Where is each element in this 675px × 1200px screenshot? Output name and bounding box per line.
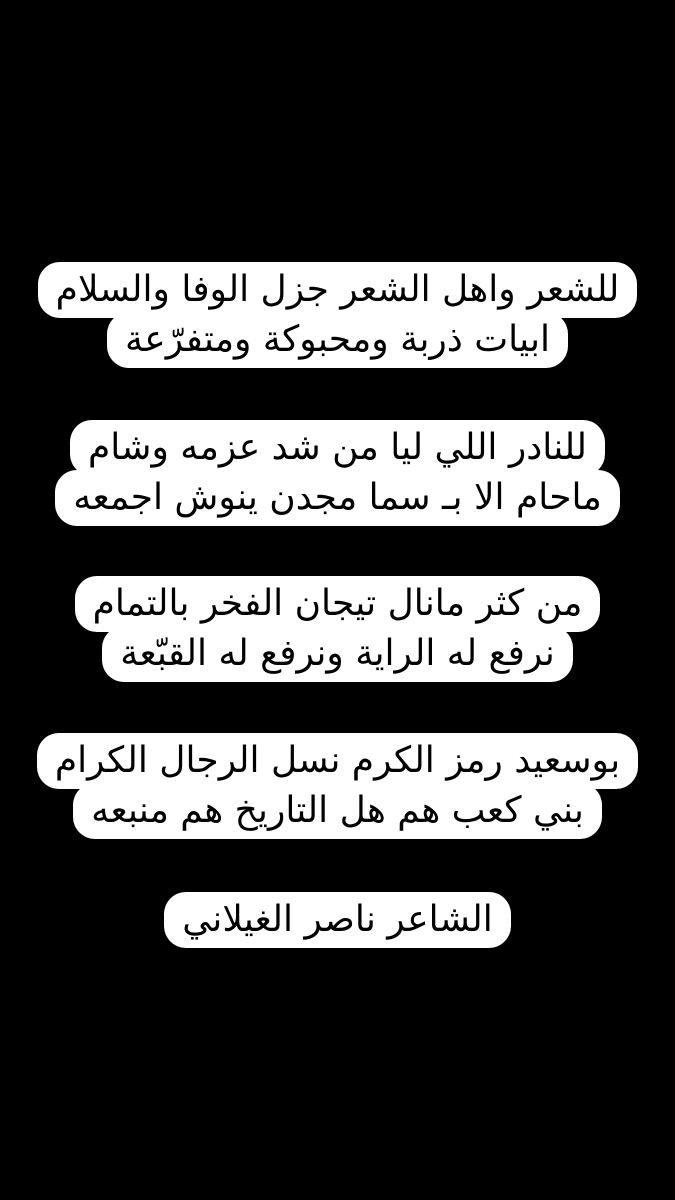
poem-stanza-3 xyxy=(8,576,667,682)
poet-name: الشاعر ناصر الغيلاني xyxy=(164,892,510,948)
poem-line: للشعر واهل الشعر جزل الوفا والسلام xyxy=(38,262,638,318)
poem-line: نرفع له الراية ونرفع له القبّعة xyxy=(102,626,573,682)
poem-line: من كثر مانال تيجان الفخر بالتمام xyxy=(75,576,601,632)
poet-signature xyxy=(8,892,667,948)
poem-line: بني كعب هم هل التاريخ هم منبعه xyxy=(73,783,602,839)
poem-stanza-2 xyxy=(8,420,667,526)
poem-line: للنادر اللي ليا من شد عزمه وشام xyxy=(70,420,605,476)
poem-line: ماحام الا بـ سما مجدن ينوش اجمعه xyxy=(55,470,620,526)
poem-stanza-1 xyxy=(8,262,667,368)
poem-stanza-4 xyxy=(8,733,667,839)
poem-line: بوسعيد رمز الكرم نسل الرجال الكرام xyxy=(37,733,638,789)
poem-line: ابيات ذربة ومحبوكة ومتفرّعة xyxy=(107,312,568,368)
